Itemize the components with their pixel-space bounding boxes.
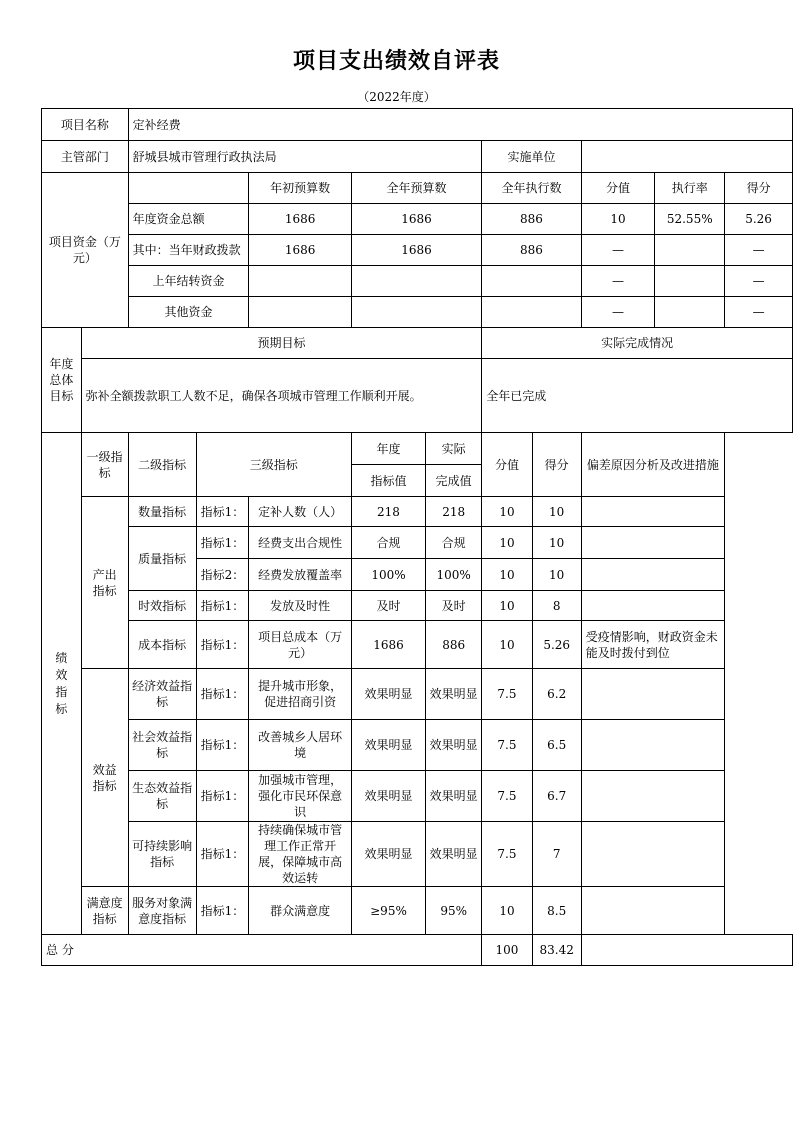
reason-cell — [581, 720, 724, 771]
score-cell: 8 — [532, 591, 581, 621]
funds-cell: 5.26 — [725, 204, 793, 235]
level3-cell: 定补人数（人） — [249, 497, 352, 527]
impl-label: 实施单位 — [482, 141, 581, 173]
level3-cell: 提升城市形象，促进招商引资 — [249, 669, 352, 720]
index-cell: 指标1： — [196, 771, 249, 822]
level2-cell: 数量指标 — [128, 497, 196, 527]
reason-cell — [581, 822, 724, 887]
funds-cell: 1686 — [249, 235, 352, 266]
reason-cell — [581, 669, 724, 720]
report-year: （2022年度） — [357, 90, 436, 104]
index-cell: 指标1： — [196, 669, 249, 720]
reason-cell — [581, 591, 724, 621]
funds-cell: 1686 — [351, 235, 481, 266]
level2-cell: 生态效益指标 — [128, 771, 196, 822]
funds-cell — [249, 266, 352, 297]
value-header: 分值 — [482, 433, 532, 497]
satisfaction-label: 满意度指标 — [81, 887, 128, 935]
funds-cell — [249, 297, 352, 328]
level2-cell: 经济效益指标 — [128, 669, 196, 720]
value-cell: 10 — [482, 559, 532, 591]
level2-cell: 成本指标 — [128, 621, 196, 669]
goals-label: 年度总体目标 — [42, 328, 82, 433]
value-cell: 10 — [482, 527, 532, 559]
funds-row-name: 年度资金总额 — [128, 204, 249, 235]
funds-cell: 52.55% — [655, 204, 725, 235]
level2-cell: 服务对象满意度指标 — [128, 887, 196, 935]
actual-cell: 效果明显 — [426, 822, 482, 887]
actual-cell: 95% — [426, 887, 482, 935]
total-score: 83.42 — [532, 935, 581, 966]
funds-cell: — — [725, 235, 793, 266]
project-name-label: 项目名称 — [42, 109, 129, 141]
index-cell: 指标1： — [196, 591, 249, 621]
score-header: 得分 — [532, 433, 581, 497]
dept-name: 舒城县城市管理行政执法局 — [128, 141, 482, 173]
funds-row-name: 其中：当年财政拨款 — [128, 235, 249, 266]
reason-cell — [581, 887, 724, 935]
level3-cell: 经费发放覆盖率 — [249, 559, 352, 591]
target-cell: 效果明显 — [351, 669, 425, 720]
actual-header-bottom: 完成值 — [426, 465, 482, 497]
value-cell: 10 — [482, 887, 532, 935]
output-label: 产出指标 — [81, 497, 128, 669]
value-cell: 7.5 — [482, 822, 532, 887]
target-cell: 效果明显 — [351, 771, 425, 822]
level2-cell: 社会效益指标 — [128, 720, 196, 771]
funds-cell: 10 — [581, 204, 655, 235]
target-cell: 218 — [351, 497, 425, 527]
value-cell: 10 — [482, 621, 532, 669]
funds-corner — [128, 173, 249, 204]
level3-cell: 加强城市管理，强化市民环保意识 — [249, 771, 352, 822]
actual-cell: 效果明显 — [426, 720, 482, 771]
index-cell: 指标1： — [196, 527, 249, 559]
index-cell: 指标1： — [196, 621, 249, 669]
value-cell: 7.5 — [482, 771, 532, 822]
dept-label: 主管部门 — [42, 141, 129, 173]
level2-cell: 时效指标 — [128, 591, 196, 621]
benefit-label: 效益指标 — [81, 669, 128, 887]
actual-completion-header: 实际完成情况 — [482, 328, 793, 359]
funds-header: 年初预算数 — [249, 173, 352, 204]
total-label: 总 分 — [42, 935, 482, 966]
target-cell: 效果明显 — [351, 822, 425, 887]
target-cell: 100% — [351, 559, 425, 591]
level3-cell: 群众满意度 — [249, 887, 352, 935]
score-cell: 10 — [532, 497, 581, 527]
index-cell: 指标1： — [196, 497, 249, 527]
value-cell: 7.5 — [482, 720, 532, 771]
actual-cell: 218 — [426, 497, 482, 527]
level3-cell: 项目总成本（万元） — [249, 621, 352, 669]
actual-cell: 886 — [426, 621, 482, 669]
value-cell: 10 — [482, 591, 532, 621]
target-cell: 及时 — [351, 591, 425, 621]
score-cell: 6.5 — [532, 720, 581, 771]
level3-cell: 经费支出合规性 — [249, 527, 352, 559]
expected-goal-header: 预期目标 — [81, 328, 482, 359]
funds-row-name: 其他资金 — [128, 297, 249, 328]
funds-label: 项目资金（万元） — [42, 173, 129, 328]
score-cell: 6.7 — [532, 771, 581, 822]
score-cell: 10 — [532, 559, 581, 591]
target-cell: 效果明显 — [351, 720, 425, 771]
impl-unit — [581, 141, 792, 173]
score-cell: 5.26 — [532, 621, 581, 669]
score-cell: 6.2 — [532, 669, 581, 720]
level3-cell: 发放及时性 — [249, 591, 352, 621]
funds-cell: — — [581, 266, 655, 297]
target-header-top: 年度 — [351, 433, 425, 465]
funds-cell — [482, 266, 581, 297]
level2-header: 二级指标 — [128, 433, 196, 497]
index-cell: 指标2： — [196, 559, 249, 591]
actual-header-top: 实际 — [426, 433, 482, 465]
level1-header: 一级指标 — [81, 433, 128, 497]
expected-goal: 弥补全额拨款职工人数不足，确保各项城市管理工作顺利开展。 — [81, 359, 482, 433]
index-cell: 指标1： — [196, 720, 249, 771]
funds-cell: 886 — [482, 204, 581, 235]
level3-cell: 改善城乡人居环境 — [249, 720, 352, 771]
funds-cell: — — [725, 297, 793, 328]
funds-cell — [351, 297, 481, 328]
score-cell: 7 — [532, 822, 581, 887]
funds-header: 执行率 — [655, 173, 725, 204]
funds-cell — [351, 266, 481, 297]
level3-header: 三级指标 — [196, 433, 351, 497]
funds-cell: 886 — [482, 235, 581, 266]
funds-header: 得分 — [725, 173, 793, 204]
index-cell: 指标1： — [196, 822, 249, 887]
funds-header: 分值 — [581, 173, 655, 204]
total-remark — [581, 935, 792, 966]
funds-cell: 1686 — [351, 204, 481, 235]
actual-cell: 及时 — [426, 591, 482, 621]
funds-cell: — — [581, 235, 655, 266]
funds-cell — [482, 297, 581, 328]
page-title: 项目支出绩效自评表 — [292, 48, 500, 74]
funds-cell: — — [581, 297, 655, 328]
target-header-bottom: 指标值 — [351, 465, 425, 497]
funds-header: 全年预算数 — [351, 173, 481, 204]
actual-cell: 100% — [426, 559, 482, 591]
funds-header: 全年执行数 — [482, 173, 581, 204]
self-evaluation-table — [41, 108, 793, 966]
actual-cell: 合规 — [426, 527, 482, 559]
index-cell: 指标1： — [196, 887, 249, 935]
reason-cell: 受疫情影响，财政资金未能及时拨付到位 — [581, 621, 724, 669]
reason-cell — [581, 497, 724, 527]
reason-cell — [581, 771, 724, 822]
project-name: 定补经费 — [128, 109, 792, 141]
funds-cell — [655, 297, 725, 328]
actual-cell: 效果明显 — [426, 669, 482, 720]
target-cell: 1686 — [351, 621, 425, 669]
funds-row-name: 上年结转资金 — [128, 266, 249, 297]
reason-header: 偏差原因分析及改进措施 — [581, 433, 724, 497]
target-cell: 合规 — [351, 527, 425, 559]
reason-cell — [581, 559, 724, 591]
level2-cell: 可持续影响指标 — [128, 822, 196, 887]
funds-cell: 1686 — [249, 204, 352, 235]
actual-completion: 全年已完成 — [482, 359, 793, 433]
funds-cell — [655, 266, 725, 297]
funds-cell: — — [725, 266, 793, 297]
value-cell: 7.5 — [482, 669, 532, 720]
target-cell: ≥95% — [351, 887, 425, 935]
value-cell: 10 — [482, 497, 532, 527]
score-cell: 10 — [532, 527, 581, 559]
funds-cell — [655, 235, 725, 266]
level3-cell: 持续确保城市管理工作正常开展，保障城市高效运转 — [249, 822, 352, 887]
actual-cell: 效果明显 — [426, 771, 482, 822]
reason-cell — [581, 527, 724, 559]
score-cell: 8.5 — [532, 887, 581, 935]
level2-cell: 质量指标 — [128, 527, 196, 591]
total-value: 100 — [482, 935, 532, 966]
perf-label: 绩效指标 — [42, 433, 82, 935]
